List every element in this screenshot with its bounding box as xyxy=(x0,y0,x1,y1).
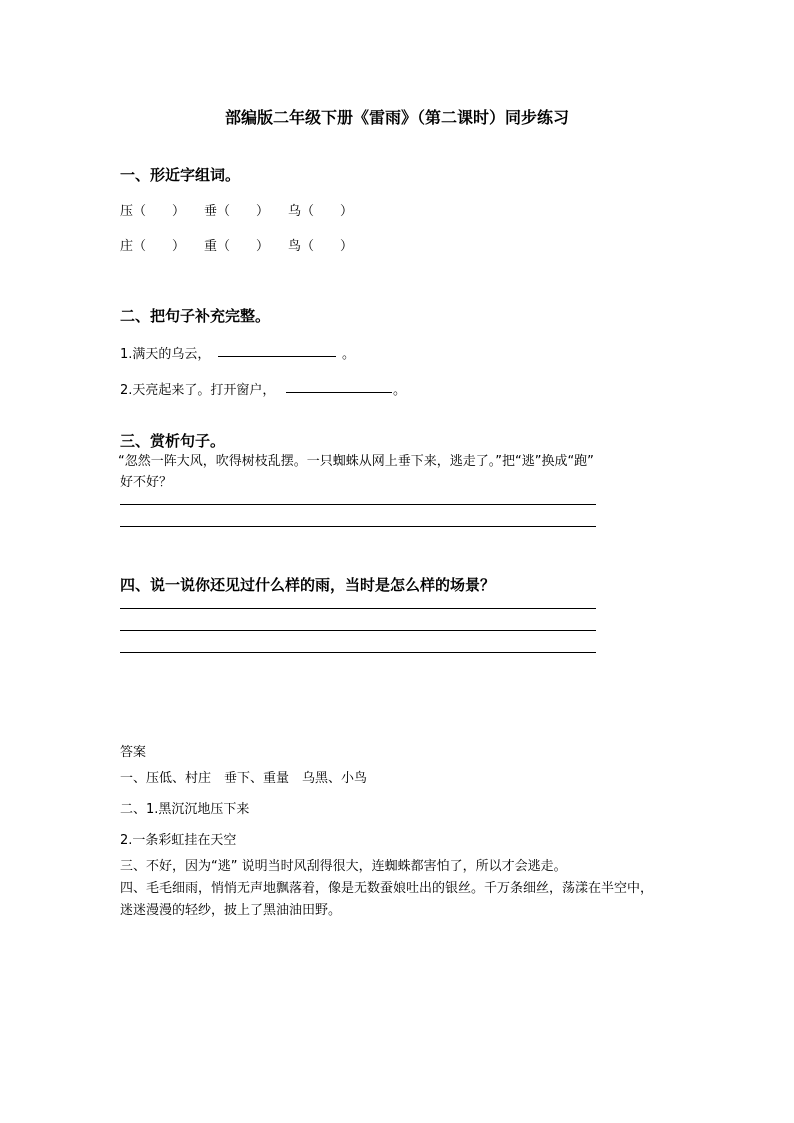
section3-quote-line2: 好不好？ xyxy=(120,475,173,490)
sentence1-blank-line xyxy=(218,356,336,357)
char-item-ya: 压（ ） xyxy=(120,204,186,219)
answer-2-2: 2.一条彩虹挂在天空 xyxy=(120,833,237,848)
answer-3: 三、不好，因为“逃” 说明当时风刮得很大，连蜘蛛都害怕了，所以才会逃走。 xyxy=(120,859,567,874)
sentence2-blank-line xyxy=(286,392,392,393)
char-item-zhong: 重（ ） xyxy=(204,239,270,254)
char-item-wu: 乌（ ） xyxy=(288,204,354,219)
answer-line xyxy=(120,504,596,505)
answers-label: 答案 xyxy=(120,745,147,760)
answer-4-line1: 四、毛毛细雨，悄悄无声地飘落着，像是无数蚕娘吐出的银丝。千万条细丝，荡漾在半空中， xyxy=(120,881,654,896)
answer-line xyxy=(120,608,596,609)
answer-4-line2: 迷迷漫漫的轻纱，披上了黑油油田野。 xyxy=(120,903,342,918)
answer-line xyxy=(120,630,596,631)
answer-line xyxy=(120,526,596,527)
char-item-niao: 鸟（ ） xyxy=(288,239,354,254)
section4-heading: 四、说一说你还见过什么样的雨，当时是怎么样的场景？ xyxy=(120,576,496,594)
sentence2-suffix: 。 xyxy=(393,383,407,398)
answer-1: 一、压低、村庄 垂下、重量 乌黑、小鸟 xyxy=(120,771,368,786)
section3-quote-line1: “忽然一阵大风，吹得树枝乱摆。一只蜘蛛从网上垂下来，逃走了。”把“逃”换成“跑” xyxy=(118,454,594,469)
answer-2-1: 二、1.黑沉沉地压下来 xyxy=(120,802,250,817)
section3-heading: 三、赏析句子。 xyxy=(120,432,226,450)
char-item-chui: 垂（ ） xyxy=(204,204,270,219)
sentence1-suffix: 。 xyxy=(342,347,356,362)
page-title: 部编版二年级下册《雷雨》（第二课时）同步练习 xyxy=(224,108,569,127)
answer-line xyxy=(120,652,596,653)
section1-heading: 一、形近字组词。 xyxy=(120,166,241,184)
char-item-zhuang: 庄（ ） xyxy=(120,239,186,254)
sentence1-prefix: 1.满天的乌云， xyxy=(120,347,211,362)
section2-heading: 二、把句子补充完整。 xyxy=(120,307,271,325)
sentence2-prefix: 2.天亮起来了。打开窗户， xyxy=(120,383,276,398)
